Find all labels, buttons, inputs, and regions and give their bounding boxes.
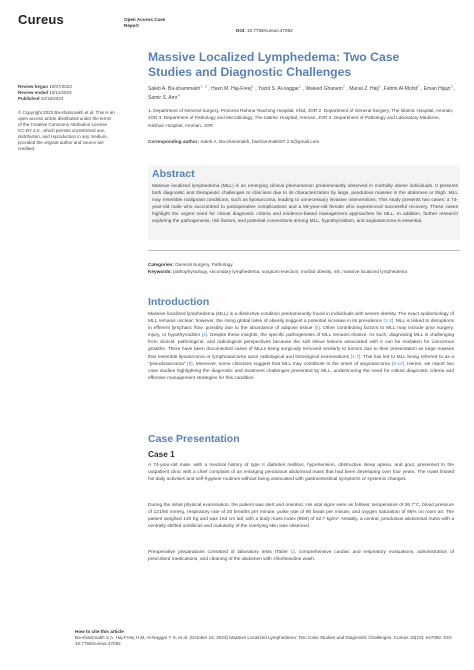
author-separator: , <box>380 86 384 92</box>
affiliation-marker: 2 <box>417 83 420 89</box>
table-link[interactable]: 1 <box>290 550 294 555</box>
cite-heading: How to cite this article <box>75 629 124 634</box>
case1-paragraph-1: A 74-year-old male, with a medical history of type II diabetes mellitus, hypertension, obstructive sleep apnea, and gout, presented to the outpatient clinic with a chief complaint of an enlarging pendulous abdominal mass that had been developing over four years. The mass limited his daily activities and self-hygiene routines without being associated with gastrointestinal symptoms or systemic changes. <box>148 463 454 483</box>
affiliation-marker: 4 <box>177 91 180 97</box>
copyright-notice: © Copyright 2023 Ba-shammakh et al. This is an open access article distributed under the terms of the Creative Commons Attribution License CC-BY 4.0., which permits unrestricted use, distribution, and reproduction in any medium, provided the original author and source are credited. <box>18 110 115 151</box>
categories-value: General Surgery, Pathology <box>175 262 233 267</box>
author-separator: , <box>301 86 306 92</box>
paragraph-text: ), comprehensive cardiac and respiratory evaluations, administration of prescribed medications, and cleaning of the abdomen with chlorhexidine wash. <box>148 550 454 563</box>
doi <box>236 28 293 33</box>
affiliation-marker: 1 <box>251 83 254 89</box>
review-began-label: Review began <box>18 84 49 89</box>
intro-sentence: . MLL is linked to disruptions in efferent lymphatic flow, possibly due to the abundance of adipose tissue <box>148 319 454 332</box>
case1-paragraph-3 <box>148 549 454 563</box>
corresponding-author <box>148 139 454 144</box>
author-name[interactable]: Yazid S. Al-naggar <box>257 86 300 92</box>
author-name[interactable]: Eman Hijazi <box>423 86 451 92</box>
categories-keywords <box>148 262 454 276</box>
citation-link[interactable]: [8] <box>187 361 193 367</box>
author-separator: , <box>253 86 258 92</box>
author-separator: , <box>345 86 350 92</box>
review-dates <box>18 84 124 102</box>
introduction-text <box>148 311 454 382</box>
author-name[interactable]: Hasn M. Haj-Freej <box>211 86 252 92</box>
review-ended-date: 10/11/2023 <box>49 90 72 95</box>
title-line1: Massive Localized Lymphedema: Two Case <box>148 50 400 64</box>
abstract-text: Massive localized lymphedema (MLL) is an emerging clinical phenomenon predominantly observed in morbidly obese individuals. It presents both diagnostic and therapeutic challenges to clinicians due to its characterization by large, pendulous masses in the abdomen or thigh. MLL may resemble malignant conditions, such as liposarcoma, leading to unnecessary invasive interventions. This study presents two cases: a 74-year-old male who succumbed to postoperative complications and a 56-year-old female who experienced successful recovery. These cases highlight the urgent need for robust diagnostic criteria and evidence-based management approaches for MLL. In addition, further research exploring the pathogenesis, risk factors, and potential connections among MLL, hypothyroidism, and angiosarcoma is essential. <box>152 184 458 225</box>
author-separator: , <box>206 86 212 92</box>
review-began-date: 10/07/2023 <box>49 84 72 89</box>
author-name[interactable]: Samir S. Amr <box>148 94 178 101</box>
corresponding-label: Corresponding author: <box>148 139 200 144</box>
doi-value[interactable]: 10.7759/cureus.47092 <box>246 28 293 33</box>
introduction-heading: Introduction <box>148 296 210 308</box>
corresponding-value[interactable]: Saleb A. Ba-shammakh, bashammakh97.2.5@gmail.com <box>200 139 320 144</box>
citation-link[interactable]: [5] <box>314 326 320 332</box>
case1-paragraph-2: During the initial physical examination, the patient was alert and oriented. His vital signs were as follows: temperature of 36.7°C, blood pressure of 121/60 mmHg, respiratory rate of 20 breaths per minute, pulse rate of 90 beats per minute, and oxygen saturation of 95% on room air. The patient weighed 140 Kg and was 163 cm tall, with a body mass index (BMI) of 52.7 kg/m². Notably, a central, pendulous abdominal mass with a centrally shifted umbilicus and nodularity of the overlying skin was observed. <box>148 503 454 530</box>
categories <box>148 262 454 269</box>
abstract-heading: Abstract <box>152 168 195 180</box>
citation-link[interactable]: [1-2] <box>383 319 394 325</box>
published-label: Published <box>18 96 40 101</box>
journal-logo: Cureus <box>18 12 64 27</box>
case1-heading: Case 1 <box>148 449 175 459</box>
citation-link[interactable]: [4] <box>201 333 208 339</box>
affiliations: 1. Department of General Surgery, Princess Rahma Teaching Hospital, Irbid, JOR 2. Department of General Surgery, The Islamic Hospital, Amman, JOR 3. Department of Pathology and Microbiology, The Islamic Hospital, Amman, JOR 4. Department of Pathology and Laboratory Medicine, Istishari Hospital, Amman, JOR <box>148 108 454 128</box>
title-line2: Studies and Diagnostic Challenges <box>148 65 352 79</box>
intro-sentence: . Moreover, some clinicians suggest that MLL may contribute to the onset of angiosarcoma <box>192 361 392 367</box>
author-separator: , <box>419 86 424 92</box>
affiliation-marker: 1, 2 <box>200 83 207 89</box>
cite-text: Ba-shammakh S A, Haj-Freej H M, Al-Naggar Y S, et al. (October 16, 2023) Massive Localized Lymphedema: Two Case Studies and Diagnostic Challenges. Cureus 15(10): e47092. DOI 10.7759/cureus.47092 <box>75 635 452 647</box>
paragraph-text: Preoperative preparations consisted of laboratory tests (Table <box>148 550 291 555</box>
article-title <box>148 50 448 80</box>
doi-label: DOI: <box>236 28 246 33</box>
affiliation-marker: 2 <box>378 83 381 89</box>
keywords-value: pathophysiology, secondary lymphedema, surgical resection, morbid obesity, mll, massive localized lymphedema <box>173 268 408 274</box>
keywords-label: Keywords: <box>148 268 172 274</box>
author-name[interactable]: Saleb A. Ba-shammakh <box>148 86 201 92</box>
article-type-line1: Open Access Case <box>124 17 166 22</box>
intro-sentence: . Herein, we report two case studies highlighting the diagnostic and treatment challenges presented by MLL, underscoring the need for robust diagnostic criteria and effective management strategies for this condition. <box>148 361 454 381</box>
intro-sentence: . Other contributing factors to MLL may include prior surgery, injury, or hypothyroidism <box>148 326 454 339</box>
author-name[interactable]: Waleed Ghanem <box>305 86 343 92</box>
published-date: 10/16/2023 <box>40 96 64 101</box>
affiliation-marker: 1 <box>299 83 302 89</box>
author-list <box>148 85 458 102</box>
keywords <box>148 269 454 276</box>
article-type-label <box>124 17 244 29</box>
article-type-line2: Report <box>124 23 139 28</box>
case-presentation-heading: Case Presentation <box>148 433 240 445</box>
intro-sentence: . This has led to MLL being referred to as a "pseudosarcoma" <box>148 354 454 367</box>
citation-link[interactable]: [9-12] <box>391 361 405 367</box>
divider <box>148 250 460 251</box>
published <box>18 96 124 102</box>
affiliation-marker: 2 <box>342 83 346 89</box>
affiliation-marker: 3 <box>450 83 453 89</box>
author-name[interactable]: Fahmi Al-Mohd <box>383 86 418 92</box>
review-ended-label: Review ended <box>18 90 49 95</box>
author-separator: , <box>452 86 456 92</box>
intro-sentence: . Despite these insights, the specific pathogenesis of MLL remains elusive. As such, diagnosing MLL is challenging from clinical, pathological, and radiological perspectives because the soft tissue lesions associated with it can be mistaken for cancerous growths. There have been documented cases of MLLs being surgically removed similarly to tumors due to their presentation as large masses that resemble liposarcoma or lymphosarcoma upon radiological and histological examinations <box>148 333 454 360</box>
intro-sentence: Massive localized lymphedema (MLL) is a distinctive condition predominantly found in individuals with severe obesity. The exact epidemiology of MLL remains unclear; however, the rising global rates of obesity suggest a potential increase in its prevalence <box>148 312 454 325</box>
author-name[interactable]: Manal Z. Haij <box>349 86 379 92</box>
citation-link[interactable]: [1-7] <box>350 354 361 360</box>
categories-label: Categories: <box>148 262 174 267</box>
